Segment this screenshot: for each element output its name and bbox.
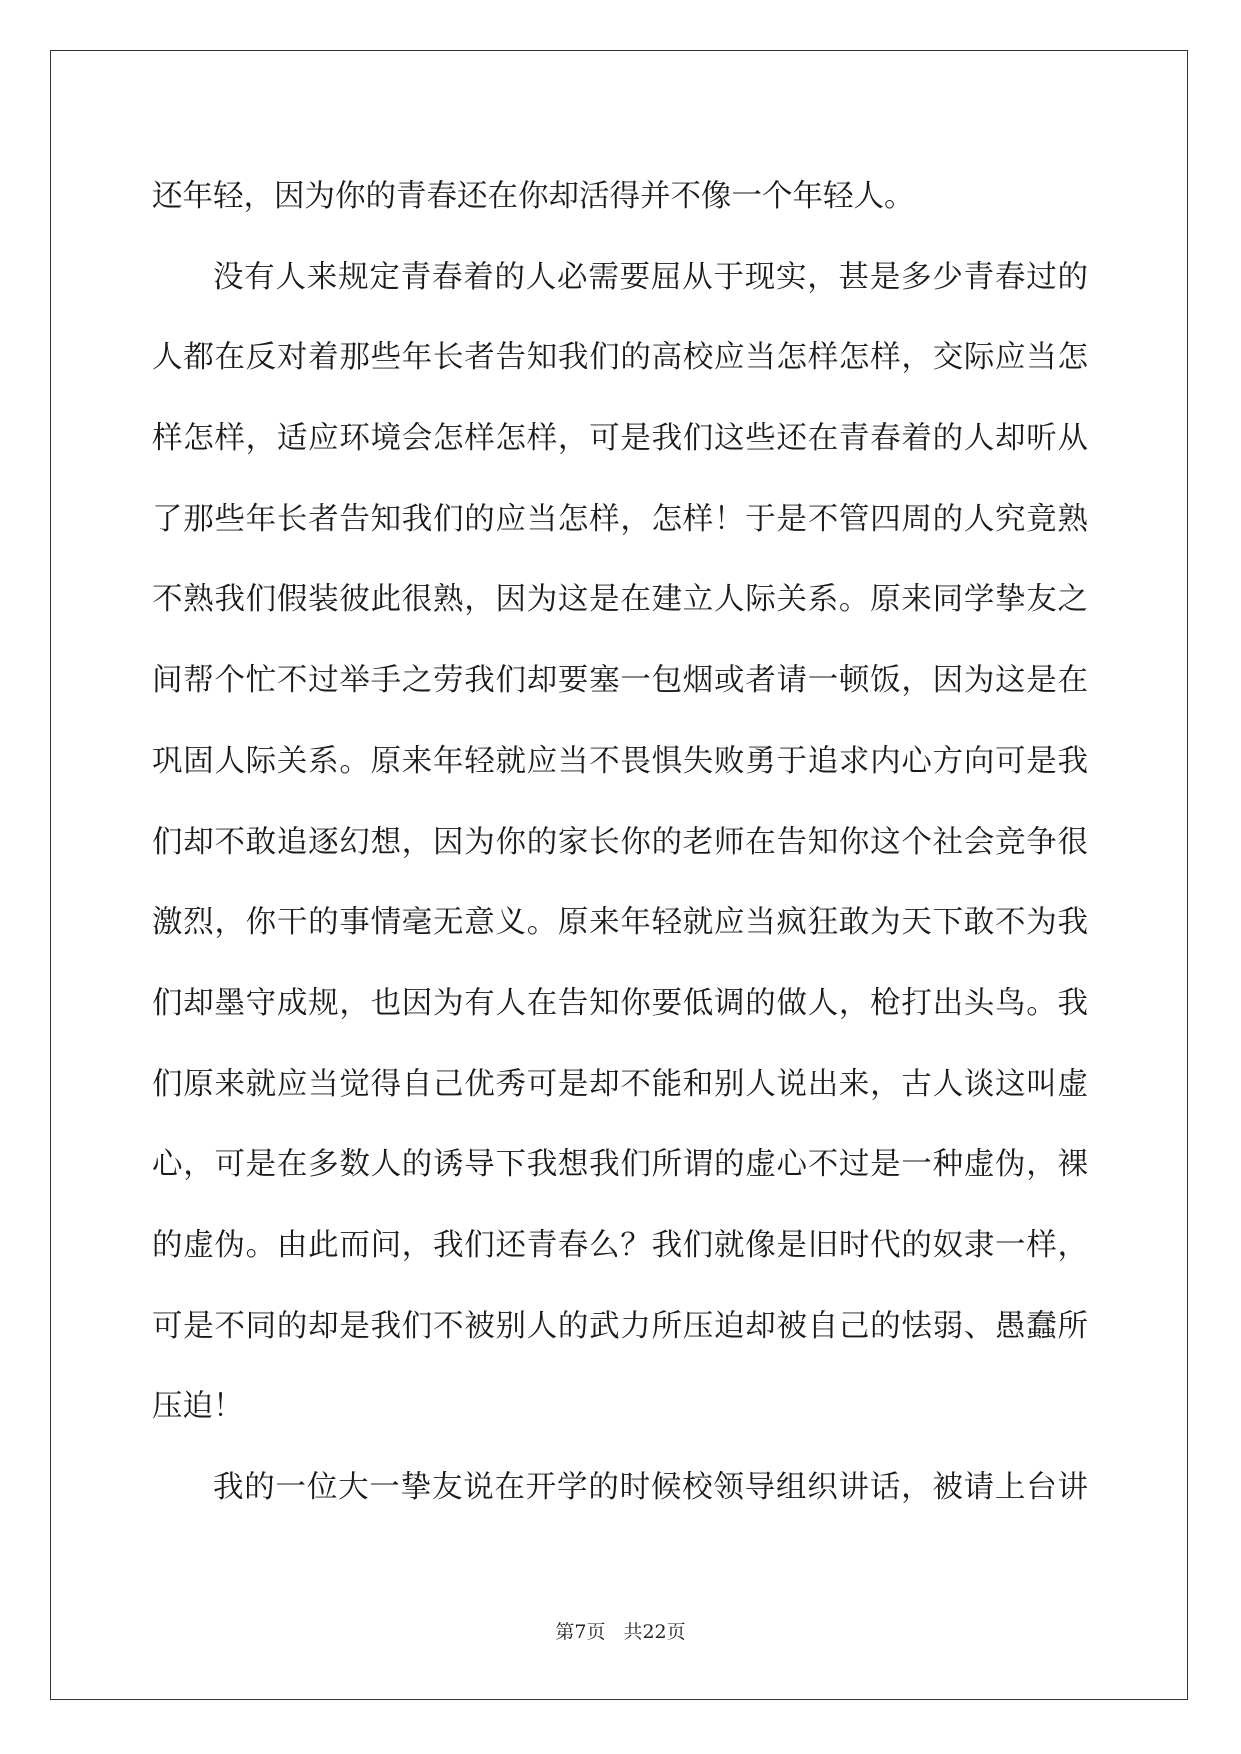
text-line: 们却不敢追逐幻想，因为你的家长你的老师在告知你这个社会竞争很 <box>152 824 1088 860</box>
text-line: 心，可是在多数人的诱导下我想我们所谓的虚心不过是一种虚伪，裸 <box>152 1147 1088 1183</box>
text-line: 没有人来规定青春着的人必需要屈从于现实，甚是多少青春过的 <box>213 259 1088 295</box>
text-line: 压迫！ <box>152 1389 244 1425</box>
text-line: 间帮个忙不过举手之劳我们却要塞一包烟或者请一顿饭，因为这是在 <box>152 663 1088 699</box>
page-footer <box>0 1617 1241 1644</box>
page-number: 第7页 <box>555 1621 606 1643</box>
text-line: 巩固人际关系。原来年轻就应当不畏惧失败勇于追求内心方向可是我 <box>152 743 1088 779</box>
text-line: 我的一位大一挚友说在开学的时候校领导组织讲话，被请上台讲 <box>213 1470 1088 1505</box>
text-line: 了那些年长者告知我们的应当怎样，怎样！于是不管四周的人究竟熟 <box>152 501 1088 537</box>
page-total: 共22页 <box>623 1621 686 1643</box>
text-line: 样怎样，适应环境会怎样怎样，可是我们这些还在青春着的人却听从 <box>152 421 1088 457</box>
text-line: 激烈，你干的事情毫无意义。原来年轻就应当疯狂敢为天下敢不为我 <box>152 905 1088 941</box>
text-line: 可是不同的却是我们不被别人的武力所压迫却被自己的怯弱、愚蠢所 <box>152 1308 1088 1344</box>
text-line: 们原来就应当觉得自己优秀可是却不能和别人说出来，古人谈这叫虚 <box>152 1066 1088 1102</box>
text-line: 不熟我们假装彼此很熟，因为这是在建立人际关系。原来同学挚友之 <box>152 582 1088 618</box>
text-line: 的虚伪。由此而问，我们还青春么？我们就像是旧时代的奴隶一样， <box>152 1227 1088 1263</box>
document-body <box>152 157 1088 1529</box>
text-line: 还年轻，因为你的青春还在你却活得并不像一个年轻人。 <box>152 179 915 214</box>
text-line: 人都在反对着那些年长者告知我们的高校应当怎样怎样，交际应当怎 <box>152 340 1088 376</box>
text-line: 们却墨守成规，也因为有人在告知你要低调的做人，枪打出头鸟。我 <box>152 985 1088 1021</box>
